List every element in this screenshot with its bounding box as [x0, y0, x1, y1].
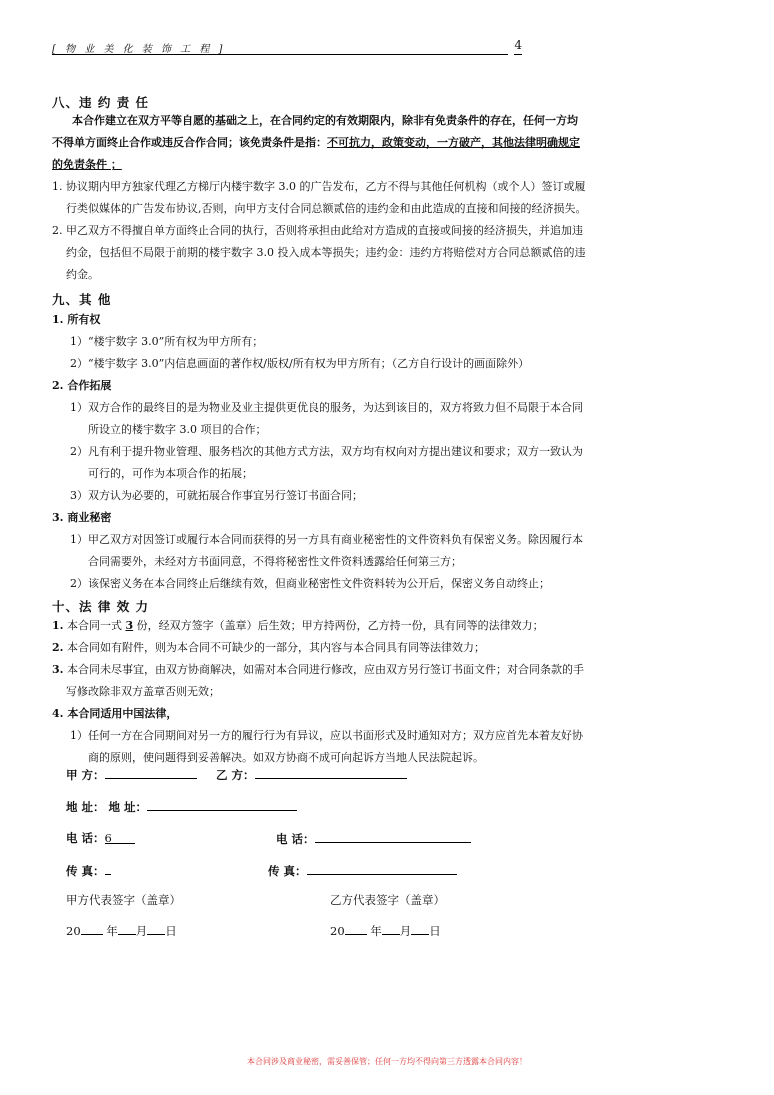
s10-item-2-number: 2.	[52, 641, 64, 654]
s9-sub-1-item-1: 1）“楼宇数字 3.0”所有权为甲方所有；	[70, 335, 264, 348]
s10-item-1-number: 1.	[52, 619, 64, 632]
s10-item-4-sub-line-1: 1）任何一方在合同期间对另一方的履行行为有异议，应以书面形式及时通知对方；双方应首先本着友好协	[70, 729, 583, 742]
date-a-day-field[interactable]	[147, 922, 165, 935]
date-a-day-label: 日	[165, 924, 177, 938]
header-rule	[52, 54, 508, 55]
s9-sub-2-item-2-line-2: 可行的，可作为本项合作的拓展；	[88, 467, 253, 480]
date-b-day-label: 日	[429, 924, 441, 938]
phone-b-field[interactable]	[315, 830, 471, 843]
s10-item-4-text: 本合同适用中国法律，	[67, 707, 178, 720]
phone-a-label: 电 话：	[66, 831, 105, 845]
s10-item-2	[52, 637, 485, 659]
s10-item-4	[52, 703, 177, 725]
s8-item-2-line-2: 约金，包括但不局限于前期的楼宇数字 3.0 投入成本等损失；违约金：违约方将赔偿对方合同总额贰倍的违	[66, 246, 586, 259]
page-header	[52, 38, 522, 56]
date-a-century: 20	[66, 924, 81, 938]
fax-b-label: 传 真：	[268, 864, 307, 878]
s8-intro-line-2	[52, 132, 580, 154]
s9-sub-2-item-1-line-2: 所设立的楼宇数字 3.0 项目的合作；	[88, 423, 267, 436]
confidentiality-footer: 本合同涉及商业秘密，需妥善保管；任何一方均不得向第三方透露本合同内容！	[247, 1057, 527, 1066]
s8-exemptions: 不可抗力，政策变动，一方破产，其他法律明确规定	[327, 136, 580, 149]
s9-sub-3-title: 3. 商业秘密	[52, 511, 112, 524]
fax-a-field[interactable]	[105, 862, 111, 875]
address-field[interactable]	[147, 798, 297, 811]
fax-a-row	[66, 862, 111, 879]
party-a-label: 甲 方：	[66, 768, 105, 782]
party-b-field[interactable]	[255, 766, 407, 779]
s9-sub-1-title: 1. 所有权	[52, 313, 101, 326]
s9-sub-2-item-1-line-1: 1）双方合作的最终目的是为物业及业主提供更优良的服务，为达到该目的，双方将致力但不局限于本合同	[70, 401, 583, 414]
s8-item-2-line-1: 2. 甲乙双方不得擅自单方面终止合同的执行，否则将承担由此给对方造成的直接或间接的经济损失，并追加违	[52, 224, 583, 237]
section-9-heading: 九、其 他	[52, 292, 112, 307]
s9-sub-2-item-2-line-1: 2）凡有利于提升物业管理、服务档次的其他方式方法，双方均有权向对方提出建议和要求；双方一致认为	[70, 445, 583, 458]
party-a-rep: 甲方代表签字（盖章）	[66, 893, 181, 907]
s9-sub-3-item-1-line-1: 1）甲乙双方对因签订或履行本合同而获得的另一方具有商业秘密性的文件资料负有保密义务。除因履行本	[70, 533, 583, 546]
address-label: 地 址： 地 址：	[66, 800, 148, 814]
s10-item-3-line-1	[52, 659, 584, 681]
fax-b-field[interactable]	[307, 862, 457, 875]
party-b-date	[330, 922, 441, 939]
s9-sub-2-item-3: 3）双方认为必要的，可就拓展合作事宜另行签订书面合同；	[70, 489, 363, 502]
section-10-heading: 十、法 律 效 力	[52, 599, 150, 614]
s9-sub-1-item-2: 2）“楼宇数字 3.0”内信息画面的著作权/版权/所有权为甲方所有；（乙方自行设计的画面除外）	[70, 357, 530, 370]
page-number: 4	[514, 38, 522, 52]
fax-b-row	[268, 862, 457, 879]
party-b-label: 乙 方：	[216, 768, 255, 782]
s10-item-4-sub-line-2: 商的原则，使问题得到妥善解决。如双方协商不成可向起诉方当地人民法院起诉。	[88, 751, 484, 764]
s8-item-1-line-1: 1. 协议期内甲方独家代理乙方梯厅内楼宇数字 3.0 的广告发布，乙方不得与其他任何机构（或个人）签订或履	[52, 180, 586, 193]
s10-item-4-number: 4.	[52, 707, 64, 720]
s8-item-1-line-2: 行类似媒体的广告发布协议,否则，向甲方支付合同总额贰倍的违约金和由此造成的直接和间接的经济损失。	[66, 202, 587, 215]
s10-item-3-number: 3.	[52, 663, 64, 676]
section-8-heading: 八、违 约 责 任	[52, 95, 150, 110]
fax-a-label: 传 真：	[66, 864, 105, 878]
date-b-month-label: 月	[399, 924, 412, 938]
party-a-row	[66, 766, 197, 783]
date-b-month-field[interactable]	[382, 922, 400, 935]
s8-intro-line-3: 的免责条件 ；	[52, 158, 122, 171]
s10-item-2-text: 本合同如有附件，则为本合同不可缺少的一部分，其内容与本合同具有同等法律效力；	[66, 641, 485, 654]
party-b-row	[216, 766, 407, 783]
date-a-year-field[interactable]	[81, 922, 103, 935]
date-b-century: 20	[330, 924, 345, 938]
date-a-month-field[interactable]	[118, 922, 136, 935]
s10-item-3-line-2: 写修改除非双方盖章否则无效；	[66, 685, 220, 698]
s8-item-2-line-3: 约金。	[66, 268, 99, 281]
s8-intro-line-1: 本合作建立在双方平等自愿的基础之上，在合同约定的有效期限内，除非有免责条件的存在，任何一方均	[72, 114, 578, 127]
phone-a-value: 6	[104, 831, 112, 845]
s8-intro-text: 不得单方面终止合作或违反合作合同；该免责条件是指：	[52, 136, 327, 149]
date-a-month-label: 月	[135, 924, 148, 938]
phone-a-row	[66, 830, 135, 846]
date-b-year-field[interactable]	[345, 922, 367, 935]
s9-sub-2-title: 2. 合作拓展	[52, 379, 112, 392]
header-title: [ 物 业 美 化 装 饰 工 程 ]	[52, 44, 226, 55]
s9-sub-3-item-2: 2）该保密义务在本合同终止后继续有效，但商业秘密性文件资料转为公开后，保密义务自动终止；	[70, 577, 550, 590]
phone-b-row	[276, 830, 471, 847]
page-number-underline	[514, 54, 522, 55]
s9-sub-3-item-1-line-2: 合同需要外，未经对方书面同意，不得将秘密性文件资料透露给任何第三方；	[88, 555, 462, 568]
party-b-rep: 乙方代表签字（盖章）	[330, 893, 445, 907]
phone-a-field[interactable]	[105, 831, 135, 844]
party-a-date	[66, 922, 177, 939]
s10-item-1-pre: 本合同一式	[66, 619, 126, 632]
address-row	[66, 798, 297, 815]
copies-count: 3	[125, 619, 134, 632]
party-a-field[interactable]	[105, 766, 197, 779]
s10-item-3-text: 本合同未尽事宜，由双方协商解决，如需对本合同进行修改，应由双方另行签订书面文件；对合同条款的手	[66, 663, 584, 676]
date-b-year-label: 年	[370, 924, 382, 938]
phone-b-label: 电 话：	[276, 832, 315, 846]
date-b-day-field[interactable]	[411, 922, 429, 935]
s10-item-1	[52, 615, 544, 637]
date-a-year-label: 年	[106, 924, 118, 938]
s10-item-1-post: 份，经双方签字（盖章）后生效；甲方持两份，乙方持一份，具有同等的法律效力；	[133, 619, 544, 632]
